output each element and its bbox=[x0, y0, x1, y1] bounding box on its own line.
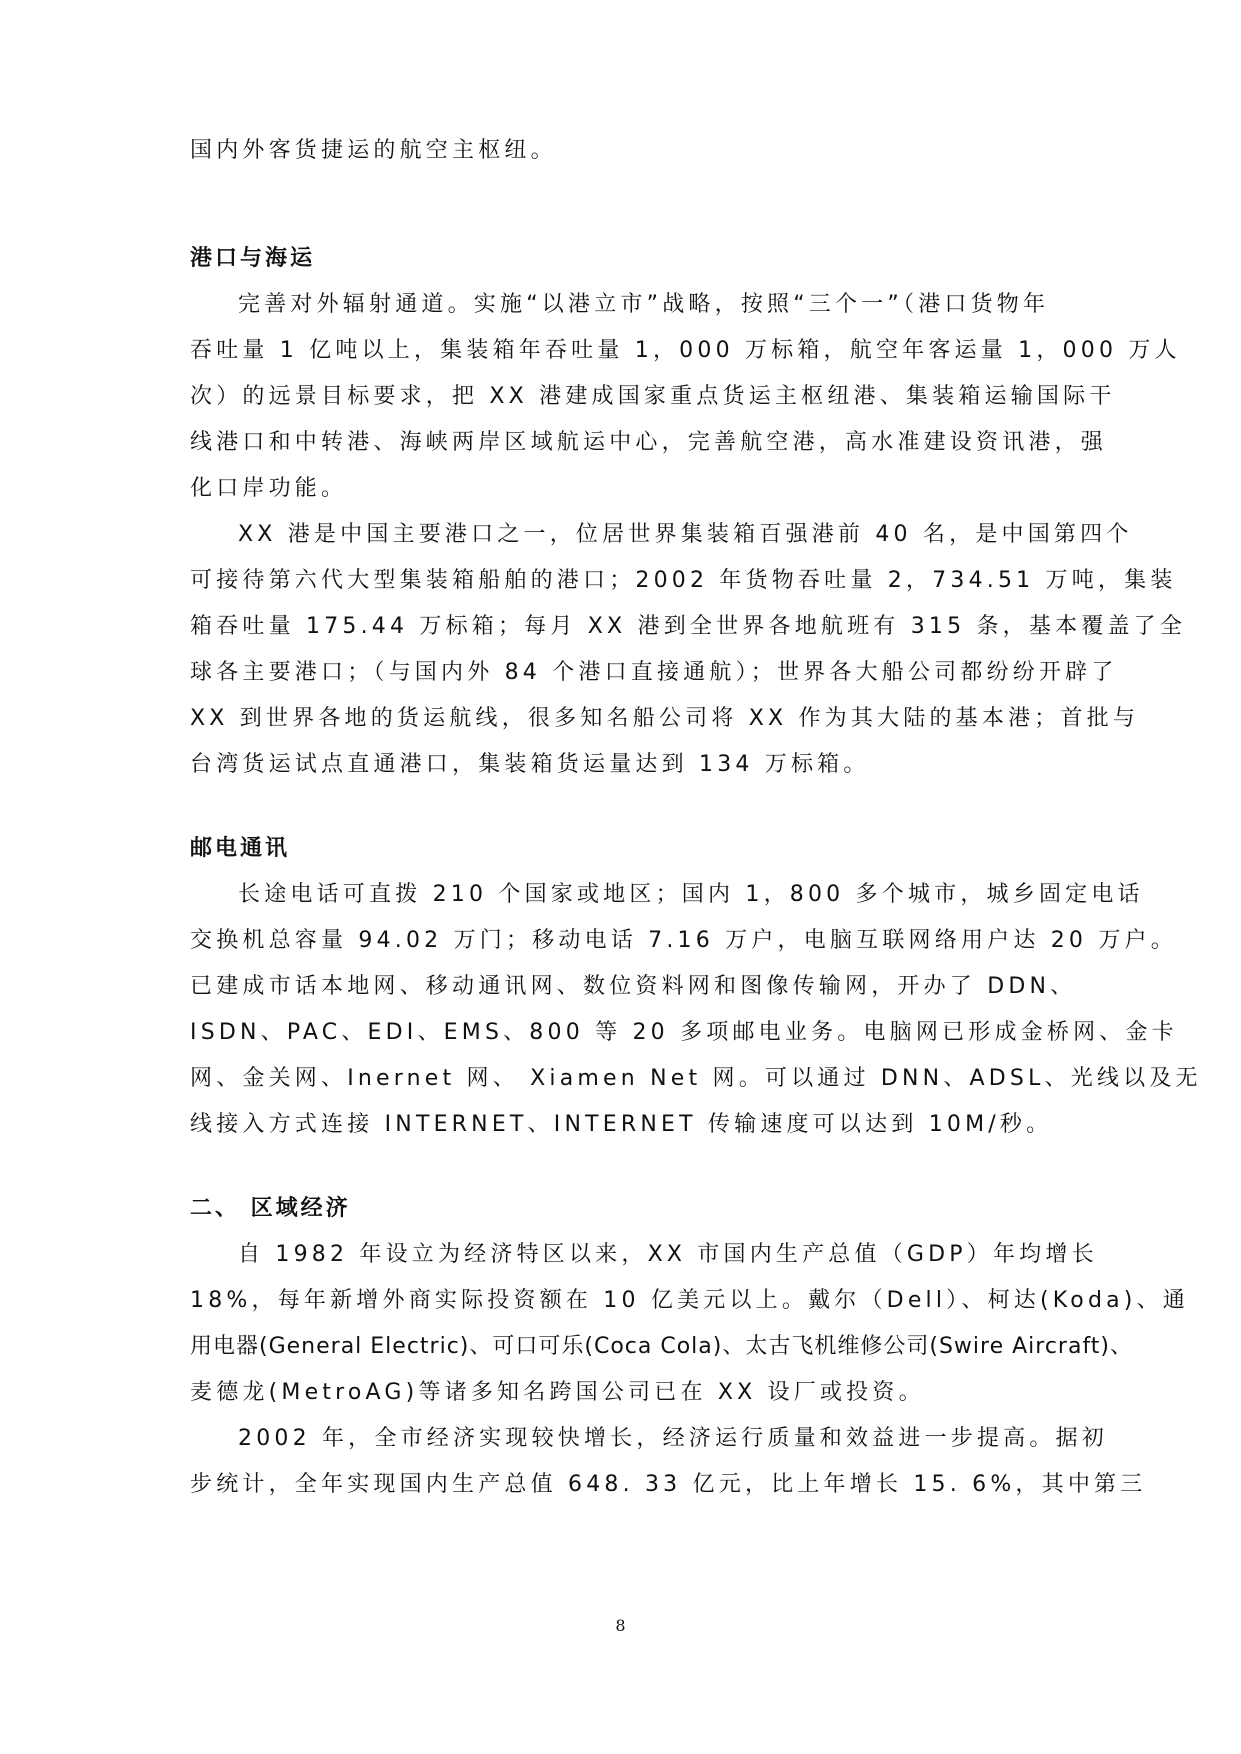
text-line: XX 港是中国主要港口之一，位居世界集装箱百强港前 40 名，是中国第四个 bbox=[238, 522, 1133, 547]
text-line: 步统计，全年实现国内生产总值 648. 33 亿元，比上年增长 15. 6%，其中第三 bbox=[190, 1472, 1147, 1497]
section-heading-economy: 二、 区域经济 bbox=[190, 1196, 351, 1221]
page-content bbox=[190, 128, 1202, 1508]
text-line: 2002 年，全市经济实现较快增长，经济运行质量和效益进一步提高。据初 bbox=[238, 1426, 1108, 1451]
text-line: 化口岸功能。 bbox=[190, 476, 348, 501]
text-line: 长途电话可直拨 210 个国家或地区；国内 1，800 多个城市，城乡固定电话 bbox=[238, 882, 1144, 907]
text-line: 18%，每年新增外商实际投资额在 10 亿美元以上。戴尔（Dell）、柯达(Koda)、通 bbox=[190, 1288, 1189, 1313]
text-line: 箱吞吐量 175.44 万标箱；每月 XX 港到全世界各地航班有 315 条，基本覆盖了全 bbox=[190, 614, 1187, 639]
port-paragraph-2 bbox=[190, 512, 1187, 788]
economy-paragraph-2 bbox=[190, 1416, 1147, 1508]
text-line: 球各主要港口；（与国内外 84 个港口直接通航）；世界各大船公司都纷纷开辟了 bbox=[190, 660, 1118, 685]
text-line: 用电器(General Electric)、可口可乐(Coca Cola)、太古飞机维修公司(Swire Aircraft)、 bbox=[190, 1334, 1134, 1359]
text-line: 交换机总容量 94.02 万门；移动电话 7.16 万户，电脑互联网络用户达 20 万户。 bbox=[190, 928, 1177, 953]
intro-tail-line: 国内外客货捷运的航空主枢纽。 bbox=[190, 138, 557, 163]
section-heading-telecom: 邮电通讯 bbox=[190, 836, 291, 861]
telecom-paragraph-1 bbox=[190, 872, 1202, 1148]
text-line: 线接入方式连接 INTERNET、INTERNET 传输速度可以达到 10M/秒。 bbox=[190, 1112, 1053, 1137]
text-line: 已建成市话本地网、移动通讯网、数位资料网和图像传输网，开办了 DDN、 bbox=[190, 974, 1077, 999]
text-line: 完善对外辐射通道。实施“以港立市”战略，按照“三个一”（港口货物年 bbox=[238, 292, 1050, 317]
text-line: 麦德龙(MetroAG)等诸多知名跨国公司已在 XX 设厂或投资。 bbox=[190, 1380, 925, 1405]
page-number: 8 bbox=[615, 1616, 626, 1635]
text-line: 线港口和中转港、海峡两岸区域航运中心，完善航空港，高水准建设资讯港，强 bbox=[190, 430, 1108, 455]
text-line: 台湾货运试点直通港口，集装箱货运量达到 134 万标箱。 bbox=[190, 752, 870, 777]
text-line: 可接待第六代大型集装箱船舶的港口；2002 年货物吞吐量 2，734.51 万吨，集装 bbox=[190, 568, 1177, 593]
text-line: XX 到世界各地的货运航线，很多知名船公司将 XX 作为其大陆的基本港；首批与 bbox=[190, 706, 1140, 731]
text-line: ISDN、PAC、EDI、EMS、800 等 20 多项邮电业务。电脑网已形成金桥网、金卡 bbox=[190, 1020, 1178, 1045]
economy-paragraph-1 bbox=[190, 1232, 1189, 1416]
text-line: 次）的远景目标要求，把 XX 港建成国家重点货运主枢纽港、集装箱运输国际干 bbox=[190, 384, 1116, 409]
text-line: 网、金关网、Inernet 网、 Xiamen Net 网。可以通过 DNN、ADSL、光线以及无 bbox=[190, 1066, 1202, 1091]
section-heading-port: 港口与海运 bbox=[190, 246, 316, 271]
text-line: 自 1982 年设立为经济特区以来，XX 市国内生产总值（GDP）年均增长 bbox=[238, 1242, 1098, 1267]
text-line: 吞吐量 1 亿吨以上，集装箱年吞吐量 1，000 万标箱，航空年客运量 1，000 万人 bbox=[190, 338, 1181, 363]
port-paragraph-1 bbox=[190, 282, 1181, 512]
